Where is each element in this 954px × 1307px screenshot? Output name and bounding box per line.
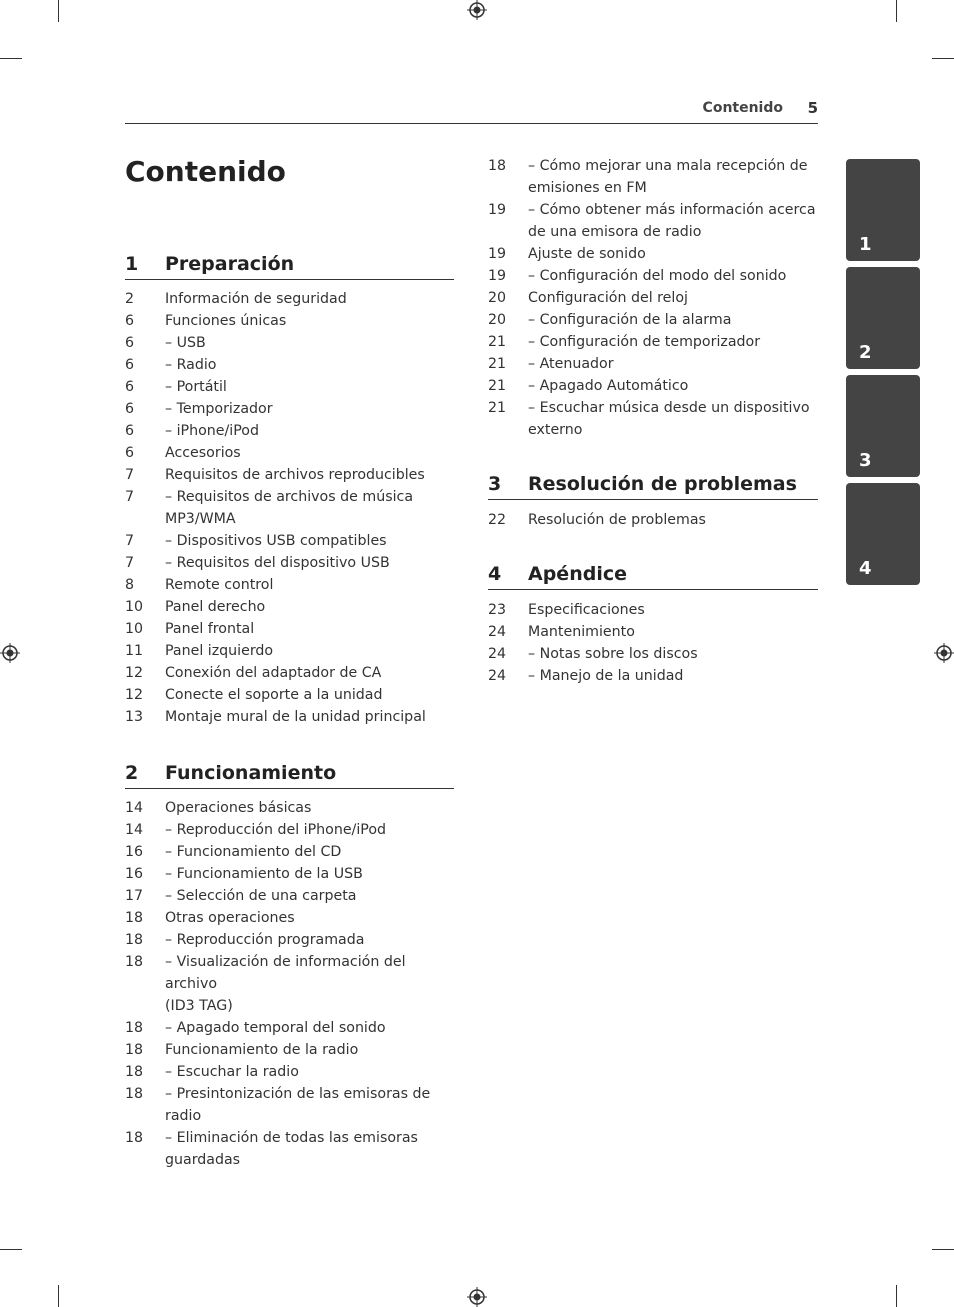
section-number: 2 — [125, 762, 139, 784]
toc-entry[interactable] — [125, 1127, 454, 1171]
toc-page: 12 — [125, 687, 144, 703]
toc-page: 10 — [125, 599, 144, 615]
toc-entry[interactable] — [125, 885, 454, 907]
toc-page: 6 — [125, 357, 135, 373]
registration-mark-icon — [467, 0, 487, 20]
toc-page: 6 — [125, 379, 135, 395]
toc-text: Panel derecho — [165, 599, 266, 615]
toc-text: – Funcionamiento de la USB — [165, 866, 363, 882]
toc-page: 23 — [488, 602, 507, 618]
toc-entry[interactable] — [125, 1083, 454, 1127]
registration-mark-icon — [0, 643, 20, 663]
section-title: Funcionamiento — [165, 762, 337, 784]
toc-entry[interactable] — [125, 907, 454, 929]
toc-text: – Dispositivos USB compatibles — [165, 533, 387, 549]
toc-page: 8 — [125, 577, 135, 593]
toc-entry[interactable] — [125, 819, 454, 841]
toc-page: 18 — [125, 1020, 144, 1036]
toc-entry[interactable] — [125, 486, 454, 530]
registration-mark-icon — [467, 1287, 487, 1307]
toc-entry[interactable] — [125, 310, 454, 332]
toc-entry[interactable] — [488, 643, 818, 665]
chapter-tab-4[interactable] — [846, 483, 920, 585]
toc-text: Operaciones básicas — [165, 800, 312, 816]
chapter-tab-label: 4 — [859, 558, 872, 579]
toc-page: 11 — [125, 643, 144, 659]
toc-text: Remote control — [165, 577, 274, 593]
toc-text: – Funcionamiento del CD — [165, 844, 342, 860]
toc-page: 2 — [125, 291, 135, 307]
section-number: 1 — [125, 253, 139, 275]
toc-page: 6 — [125, 401, 135, 417]
toc-entry[interactable] — [125, 332, 454, 354]
chapter-tab-label: 1 — [859, 234, 872, 255]
toc-text: Resolución de problemas — [528, 512, 706, 528]
toc-entry[interactable] — [488, 397, 818, 441]
toc-page: 12 — [125, 665, 144, 681]
section-heading — [488, 563, 818, 590]
toc-entry[interactable] — [125, 1039, 454, 1061]
toc-page: 17 — [125, 888, 144, 904]
toc-entry[interactable] — [125, 530, 454, 552]
toc-entry[interactable] — [125, 288, 454, 310]
toc-text: Configuración del reloj — [528, 290, 688, 306]
section-heading — [488, 473, 818, 500]
toc-text: – Notas sobre los discos — [528, 646, 698, 662]
toc-page: 16 — [125, 844, 144, 860]
toc-entry[interactable] — [125, 442, 454, 464]
toc-text: – Reproducción del iPhone/iPod — [165, 822, 387, 838]
toc-page: 18 — [125, 1130, 144, 1146]
toc-page: 22 — [488, 512, 507, 528]
header-rule — [125, 123, 818, 124]
toc-entry[interactable] — [488, 265, 818, 287]
toc-text: Accesorios — [165, 445, 241, 461]
toc-text: – Apagado temporal del sonido — [165, 1020, 386, 1036]
toc-page: 16 — [125, 866, 144, 882]
toc-entry[interactable] — [125, 684, 454, 706]
toc-entry[interactable] — [488, 665, 818, 687]
toc-page: 7 — [125, 489, 135, 505]
section-title: Preparación — [165, 253, 295, 275]
toc-text: Requisitos de archivos reproducibles — [165, 467, 425, 483]
toc-entry[interactable] — [125, 1061, 454, 1083]
toc-page: 6 — [125, 335, 135, 351]
toc-entry[interactable] — [488, 199, 818, 243]
section-heading — [125, 762, 454, 789]
toc-entry[interactable] — [125, 354, 454, 376]
toc-text: Conecte el soporte a la unidad — [165, 687, 383, 703]
toc-page: 7 — [125, 555, 135, 571]
toc-entry[interactable] — [125, 596, 454, 618]
toc-text: – Apagado Automático — [528, 378, 689, 394]
toc-page: 20 — [488, 290, 507, 306]
toc-list — [488, 599, 818, 687]
chapter-tab-label: 3 — [859, 450, 872, 471]
toc-page: 14 — [125, 800, 144, 816]
toc-entry[interactable] — [488, 509, 818, 531]
toc-list — [125, 288, 454, 728]
toc-text: – Escuchar la radio — [165, 1064, 299, 1080]
toc-text: – Cómo obtener más información acerca de una emisora de radio — [528, 202, 816, 240]
toc-entry[interactable] — [125, 398, 454, 420]
toc-entry[interactable] — [125, 420, 454, 442]
toc-page: 19 — [488, 246, 507, 262]
toc-page: 20 — [488, 312, 507, 328]
toc-text: – Reproducción programada — [165, 932, 365, 948]
toc-entry[interactable] — [488, 599, 818, 621]
toc-text: – Radio — [165, 357, 217, 373]
toc-text: – Configuración de la alarma — [528, 312, 732, 328]
toc-entry[interactable] — [125, 376, 454, 398]
toc-list — [488, 155, 818, 441]
toc-entry[interactable] — [125, 863, 454, 885]
toc-text: – Requisitos de archivos de música MP3/WMA — [165, 489, 414, 527]
toc-entry[interactable] — [488, 331, 818, 353]
toc-text: – Configuración del modo del sonido — [528, 268, 787, 284]
registration-mark-icon — [934, 643, 954, 663]
toc-entry[interactable] — [125, 574, 454, 596]
chapter-tab-2[interactable] — [846, 267, 920, 369]
toc-entry[interactable] — [125, 841, 454, 863]
toc-page: 13 — [125, 709, 144, 725]
toc-page: 18 — [125, 954, 144, 970]
crop-mark — [58, 0, 59, 22]
toc-page: 6 — [125, 313, 135, 329]
toc-text: – Portátil — [165, 379, 227, 395]
page-title: Contenido — [125, 155, 286, 188]
section-title: Apéndice — [528, 563, 627, 585]
chapter-tab-1[interactable] — [846, 159, 920, 261]
crop-mark — [58, 1285, 59, 1307]
toc-entry[interactable] — [125, 797, 454, 819]
toc-entry[interactable] — [125, 951, 454, 1017]
toc-text: – USB — [165, 335, 206, 351]
toc-entry[interactable] — [125, 552, 454, 574]
toc-text: – Atenuador — [528, 356, 614, 372]
toc-entry[interactable] — [125, 464, 454, 486]
running-header-title: Contenido — [702, 100, 783, 116]
section-number: 4 — [488, 563, 502, 585]
crop-mark — [932, 1249, 954, 1250]
toc-text: Montaje mural de la unidad principal — [165, 709, 426, 725]
toc-entry[interactable] — [488, 287, 818, 309]
toc-text: Panel izquierdo — [165, 643, 274, 659]
toc-entry[interactable] — [125, 1017, 454, 1039]
toc-text: – Manejo de la unidad — [528, 668, 684, 684]
toc-text: – iPhone/iPod — [165, 423, 259, 439]
toc-page: 18 — [125, 1064, 144, 1080]
chapter-tab-label: 2 — [859, 342, 872, 363]
toc-text: – Eliminación de todas las emisoras guardadas — [165, 1130, 418, 1168]
chapter-tab-3[interactable] — [846, 375, 920, 477]
toc-text: Mantenimiento — [528, 624, 635, 640]
toc-text: – Temporizador — [165, 401, 273, 417]
toc-page: 7 — [125, 467, 135, 483]
toc-text: – Requisitos del dispositivo USB — [165, 555, 390, 571]
toc-text: Panel frontal — [165, 621, 255, 637]
toc-text: – Escuchar música desde un dispositivo externo — [528, 400, 810, 438]
toc-page: 21 — [488, 378, 507, 394]
toc-page: 18 — [125, 932, 144, 948]
section-heading — [125, 253, 454, 280]
toc-text: Funcionamiento de la radio — [165, 1042, 359, 1058]
toc-entry[interactable] — [488, 621, 818, 643]
toc-page: 18 — [125, 1086, 144, 1102]
toc-page: 19 — [488, 202, 507, 218]
toc-text: Ajuste de sonido — [528, 246, 646, 262]
toc-page: 6 — [125, 445, 135, 461]
toc-text: – Selección de una carpeta — [165, 888, 357, 904]
toc-entry[interactable] — [488, 155, 818, 199]
toc-text: Funciones únicas — [165, 313, 287, 329]
toc-entry[interactable] — [125, 618, 454, 640]
toc-page: 19 — [488, 268, 507, 284]
toc-page: 21 — [488, 356, 507, 372]
crop-mark — [932, 58, 954, 59]
toc-text: – Configuración de temporizador — [528, 334, 761, 350]
toc-page: 7 — [125, 533, 135, 549]
page-number: 5 — [807, 99, 818, 117]
toc-page: 24 — [488, 624, 507, 640]
toc-page: 10 — [125, 621, 144, 637]
toc-entry[interactable] — [488, 243, 818, 265]
crop-mark — [0, 1249, 22, 1250]
toc-entry[interactable] — [125, 929, 454, 951]
toc-list — [488, 509, 818, 531]
toc-text: Conexión del adaptador de CA — [165, 665, 382, 681]
section-title: Resolución de problemas — [528, 473, 797, 495]
toc-entry[interactable] — [125, 640, 454, 662]
crop-mark — [0, 58, 22, 59]
toc-page: 21 — [488, 334, 507, 350]
crop-mark — [896, 0, 897, 22]
toc-text: Otras operaciones — [165, 910, 295, 926]
section-number: 3 — [488, 473, 502, 495]
toc-entry[interactable] — [488, 353, 818, 375]
toc-page: 24 — [488, 646, 507, 662]
toc-entry[interactable] — [125, 706, 454, 728]
toc-text: Especificaciones — [528, 602, 645, 618]
toc-entry[interactable] — [125, 662, 454, 684]
toc-page: 14 — [125, 822, 144, 838]
crop-mark — [896, 1285, 897, 1307]
toc-text: – Presintonización de las emisoras de radio — [165, 1086, 431, 1124]
toc-list — [125, 797, 454, 1171]
toc-entry[interactable] — [488, 309, 818, 331]
toc-page: 21 — [488, 400, 507, 416]
toc-page: 24 — [488, 668, 507, 684]
toc-page: 18 — [125, 910, 144, 926]
toc-text: Información de seguridad — [165, 291, 347, 307]
toc-text: – Cómo mejorar una mala recepción de emisiones en FM — [528, 158, 808, 196]
toc-text: – Visualización de información del archivo (ID3 TAG) — [165, 954, 406, 1014]
toc-page: 18 — [488, 158, 507, 174]
toc-entry[interactable] — [488, 375, 818, 397]
toc-page: 18 — [125, 1042, 144, 1058]
toc-page: 6 — [125, 423, 135, 439]
